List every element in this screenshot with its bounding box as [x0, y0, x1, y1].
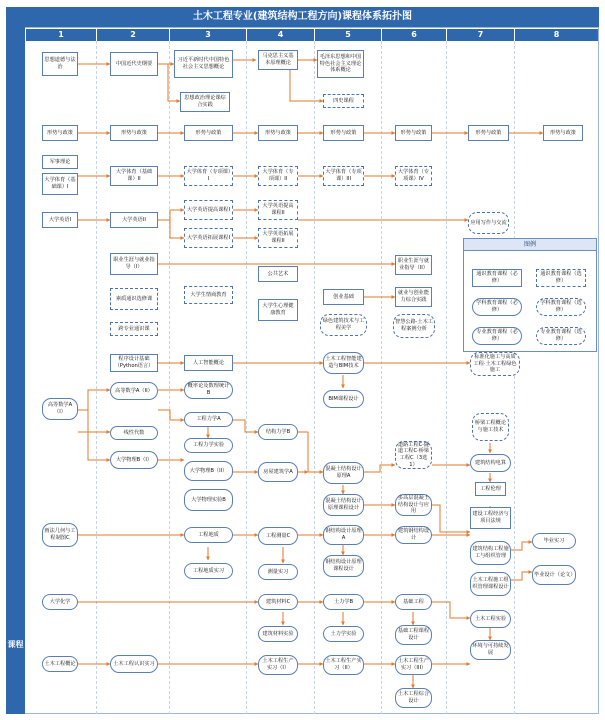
course-box: 结构力学B: [258, 424, 298, 440]
course-box: 混凝土结构设计原理A: [323, 462, 364, 484]
course-box: 土木工程认识实习: [110, 655, 158, 673]
course-box: 程序设计基础（Python语言）: [110, 354, 158, 372]
course-box: 大学体育（专项课）III: [323, 166, 364, 186]
course-box: 土木工程概论: [42, 656, 78, 672]
course-box: 工程地质: [184, 527, 233, 543]
course-box: 素质通识选修课: [110, 288, 158, 310]
course-box: 建筑材料C: [258, 594, 298, 610]
course-box: 中国近代史纲要: [110, 52, 158, 76]
legend-item: 专业教育课程（选修）: [536, 327, 586, 345]
course-box: 土力学实验: [323, 626, 364, 642]
course-box: 房屋建筑学A: [258, 462, 298, 482]
course-box: 毛泽东思想和中国特色社会主义理论体系概论: [317, 50, 364, 78]
legend: [463, 238, 597, 352]
course-box: 大学物理B（II）: [184, 461, 233, 481]
course-box: 大学生心理健康教育: [258, 299, 298, 321]
course-box: 土木工程生产实习（III）: [395, 655, 432, 675]
course-box: 军事理论: [42, 155, 78, 169]
column-header-3: 3: [170, 29, 246, 41]
course-box: 桥梁工程概论与施工技术: [472, 413, 509, 441]
course-box: 土力学B: [323, 594, 364, 610]
course-box: 创业基础: [323, 289, 364, 305]
course-box: 混凝土结构设计原理课程设计: [323, 494, 364, 516]
legend-item: 专业教育课程（必修）: [472, 327, 522, 345]
course-box: 习近平新时代中国特色社会主义思想概论: [174, 50, 233, 78]
course-box: 大学英语I: [42, 212, 78, 228]
legend-item: 学科教育课程（必修）: [472, 298, 522, 316]
course-box: 马克思主义基本原理概论: [258, 50, 298, 70]
course-box: 工程力学实验: [184, 438, 233, 453]
course-box: 建设工程经济与项目法规: [470, 507, 511, 529]
arrow: [298, 432, 323, 472]
course-box: 大学化学: [42, 594, 78, 610]
course-box: 形势与政策: [258, 125, 298, 141]
column-header-8: 8: [515, 29, 598, 41]
legend-item: 学科教育课程（选修）: [536, 298, 586, 316]
course-box: 跨专业通识课: [110, 322, 158, 336]
course-box: 形势与政策: [184, 125, 233, 141]
legend-item: 通识教育课程（选修）: [536, 269, 586, 287]
course-box: 毕业实习: [532, 533, 576, 549]
course-box: 土木工程实验: [470, 610, 511, 628]
course-box: 形势与政策: [110, 125, 158, 141]
course-box: 大学生情商教育: [184, 286, 233, 304]
arrow: [158, 410, 184, 420]
arrow: [233, 420, 258, 432]
arrow: [364, 465, 395, 472]
arrow: [170, 220, 184, 238]
course-box: 测量实习: [258, 564, 298, 580]
course-box: 大学英语提高课程II: [258, 200, 298, 220]
arrow: [78, 390, 110, 410]
arrow: [158, 210, 184, 220]
course-box: 大学体育（专项课）I: [184, 166, 233, 186]
course-box: 工程地质实习: [184, 563, 233, 579]
course-box: 基础工程: [395, 594, 432, 610]
course-box: 大学英语拓展课程II: [258, 228, 298, 248]
legend-title: 图例: [464, 239, 596, 251]
course-box: 智慧公路·土木工程案例分析: [393, 314, 435, 338]
course-box: 职业生涯与就业指导（II）: [395, 255, 432, 275]
course-box: 应用写作与交流: [468, 212, 509, 234]
course-box: 公共艺术: [258, 266, 298, 282]
course-box: 土木工程智能建造与BIM技术: [323, 352, 364, 374]
course-box: 毕业设计（论文）: [532, 565, 576, 585]
course-box: 大学体育（基础课）II: [110, 166, 158, 186]
course-box: 道路工程C·隧道工程C·桥梁工程C（3选1）: [395, 441, 432, 469]
course-box: 土木工程施工组织管理课程设计: [470, 572, 511, 596]
course-box: 大学英语II: [110, 212, 158, 228]
course-box: 大学英语提高课程I: [184, 200, 233, 220]
diagram-title: 土木工程专业(建筑结构工程方向)课程体系拓扑图: [6, 7, 599, 27]
course-box: 多高层混凝土结构设计与应用: [395, 494, 432, 516]
column-header-7: 7: [447, 29, 514, 41]
course-box: 大学体育（基础课）I: [42, 173, 78, 195]
course-box: 大学英语拓展课程I: [184, 228, 233, 248]
course-box: 思想道德与法治: [42, 52, 78, 76]
legend-item: 通识教育课程（必修）: [472, 269, 522, 287]
column-header-6: 6: [382, 29, 446, 41]
course-box: 就业与创业能力综合实践: [395, 287, 432, 307]
course-box: 形势与政策: [468, 125, 509, 141]
course-box: 高等数学A（I）: [42, 398, 78, 420]
course-box: 建筑钢结构设计: [395, 526, 432, 544]
course-box: 大学物理实验B: [184, 489, 233, 511]
course-box: 标准化施工与高质工程·土木工程绿色施工: [470, 352, 520, 376]
course-box: 概率论及数理统计B: [184, 381, 233, 399]
course-box: 环境与可持续发展: [470, 640, 511, 660]
course-box: 钢结构设计原理A: [323, 525, 364, 545]
course-box: 土木工程生产实习（I）: [258, 655, 298, 675]
course-box: 画法几何与工程制图C: [42, 523, 78, 547]
course-box: 形势与政策: [395, 125, 432, 141]
course-box: 土木工程综合设计: [395, 688, 432, 708]
course-box: 形势与政策: [42, 125, 78, 141]
course-box: 建筑材料实验: [258, 626, 298, 642]
column-header-4: 4: [247, 29, 314, 41]
course-box: 四史课程: [323, 94, 364, 108]
course-box: 建筑结构电算: [470, 454, 511, 472]
course-box: 思想政治理论课综合实践: [180, 92, 230, 112]
course-box: 形势与政策: [323, 125, 364, 141]
arrow: [88, 410, 110, 460]
arrow: [432, 602, 470, 618]
course-box: 基础工程课程设计: [395, 625, 432, 645]
course-box: 大学体育（专项课）II: [258, 166, 298, 186]
course-box: 大学物理B（I）: [110, 451, 158, 469]
course-box: 职业生涯与就业指导（I）: [110, 253, 158, 275]
arrow: [509, 542, 532, 550]
column-header-5: 5: [315, 29, 381, 41]
column-header-1: 1: [26, 29, 96, 41]
course-box: BIM课程设计: [323, 390, 364, 408]
course-box: 工程测量C: [258, 527, 298, 545]
course-box: 建筑结构工程施工与组织管理: [470, 541, 511, 565]
course-box: 线性代数: [110, 426, 158, 440]
course-box: 形势与政策: [543, 125, 583, 141]
course-box: 土木工程生产实习（II）: [323, 655, 364, 675]
course-box: 工程力学A: [184, 412, 233, 427]
column-header-2: 2: [97, 29, 169, 41]
course-box: 高等数学A（II）: [110, 382, 158, 400]
course-box: 绿色建筑技术与工程美学: [320, 314, 367, 336]
arrow: [432, 505, 470, 532]
arrow: [509, 572, 532, 580]
course-box: 人工智能概论: [184, 355, 233, 371]
course-box: 工程伦理: [475, 482, 506, 496]
course-box: 大学体育（专项课）IV: [395, 166, 432, 186]
side-label: 课程: [7, 640, 24, 649]
course-box: 钢结构设计原理课程设计: [323, 555, 364, 577]
